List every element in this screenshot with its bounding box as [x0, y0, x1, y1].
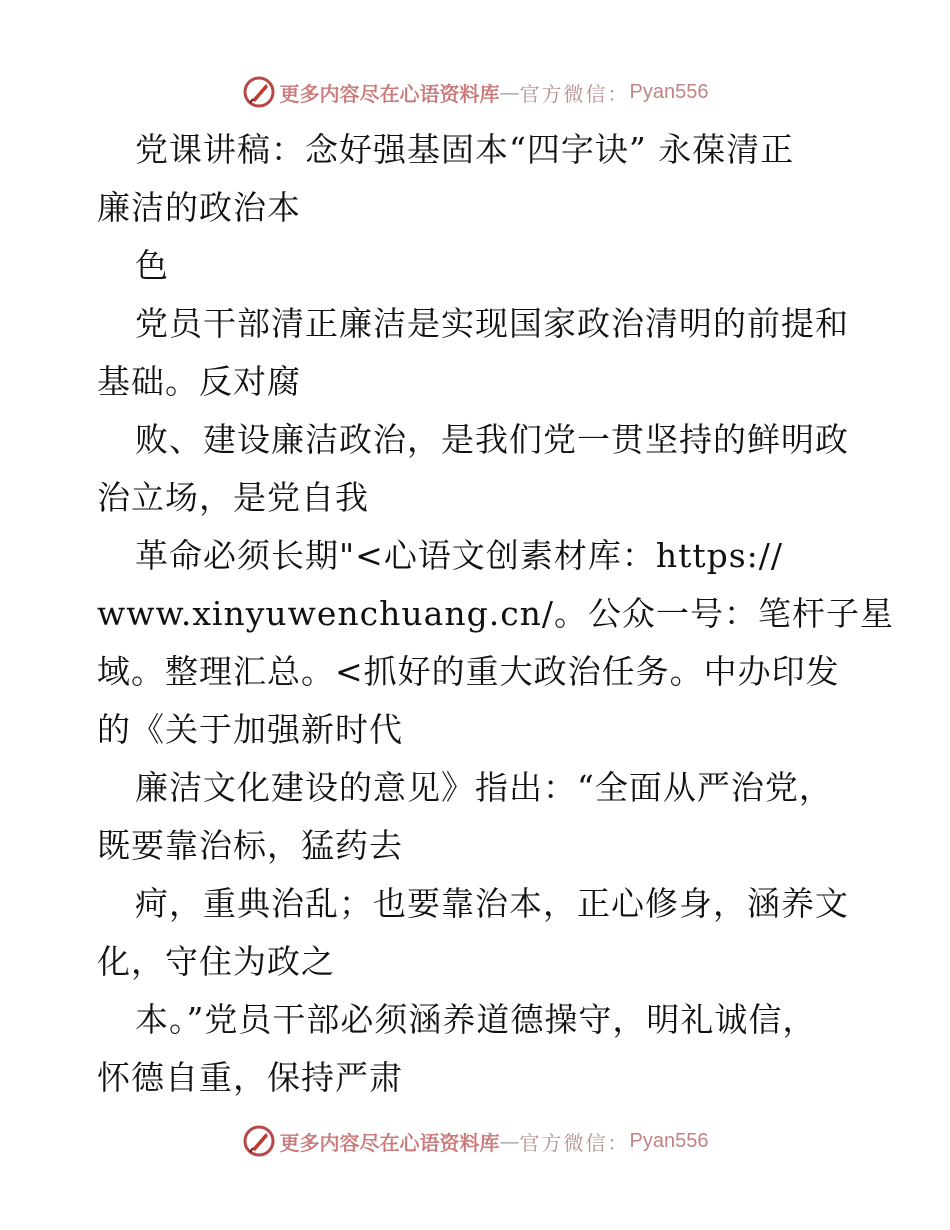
- banner-title: 更多内容尽在心语资料库: [279, 81, 500, 106]
- text-line: 党员干部清正廉洁是实现国家政治清明的前提和: [135, 304, 849, 343]
- banner-dash: —: [499, 1129, 520, 1153]
- text-line: 廉洁的政治本: [97, 188, 301, 227]
- text-line: www.xinyuwenchuang.cn/。公众一号：笔杆子星: [97, 594, 895, 633]
- text-line: 败、建设廉洁政治，是我们党一贯坚持的鲜明政: [135, 420, 849, 459]
- banner-wechat-label: 官方微信：: [519, 81, 630, 106]
- text-line: 党课讲稿：念好强基固本“四字诀” 永葆清正: [135, 130, 795, 169]
- text-line: 廉洁文化建设的意见》指出：“全面从严治党，: [135, 768, 833, 807]
- text-line: 怀德自重，保持严肃: [97, 1058, 403, 1097]
- banner-wechat-label: 官方微信：: [519, 1130, 630, 1155]
- text-line: 基础。反对腐: [97, 362, 301, 401]
- banner-wechat-id: Pyan556: [629, 80, 709, 103]
- text-line: 色: [135, 246, 169, 285]
- banner-title: 更多内容尽在心语资料库: [279, 1130, 500, 1155]
- footer-banner: [0, 1121, 950, 1161]
- text-line: 本。”党员干部必须涵养道德操守，明礼诚信，: [135, 1000, 817, 1039]
- text-line: 疴，重典治乱；也要靠治本，正心修身，涵养文: [135, 884, 849, 923]
- quill-logo-icon: [242, 1124, 276, 1158]
- header-banner: [0, 72, 950, 112]
- text-line: 治立场，是党自我: [97, 478, 369, 517]
- text-line: 的《关于加强新时代: [97, 710, 403, 749]
- text-line: 既要靠治标，猛药去: [97, 826, 403, 865]
- text-line: 域。整理汇总。<抓好的重大政治任务。中办印发: [97, 652, 840, 691]
- quill-logo-icon: [242, 75, 276, 109]
- banner-wechat-id: Pyan556: [629, 1129, 709, 1152]
- text-line: 化，守住为政之: [97, 942, 335, 981]
- banner-dash: —: [499, 80, 520, 104]
- text-line: 革命必须长期"<心语文创素材库：https://: [135, 536, 784, 575]
- document-body: [97, 121, 895, 1107]
